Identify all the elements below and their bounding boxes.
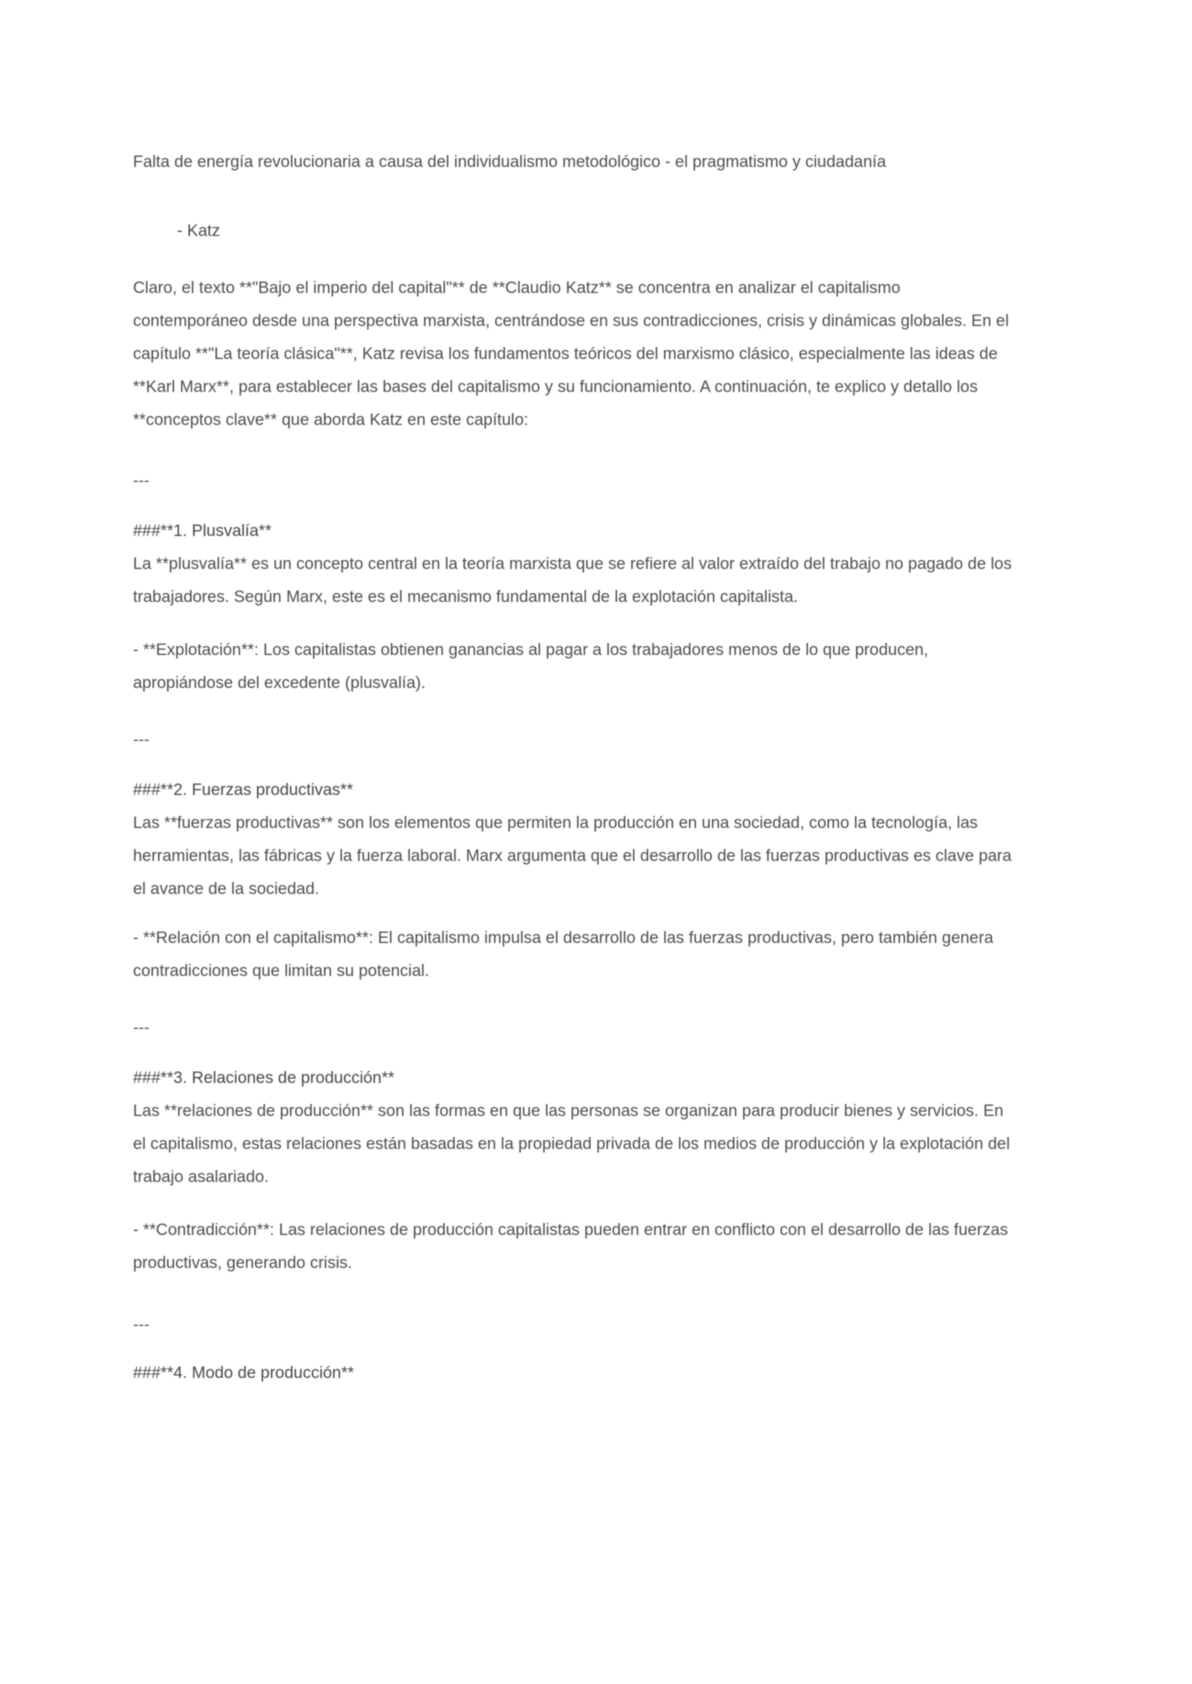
- markdown-separator-4: ---: [133, 1316, 150, 1334]
- doc-heading-fuerzas-productivas: ###**2. Fuerzas productivas**: [133, 781, 354, 799]
- doc-bullet-relacion-capitalismo: - **Relación con el capitalismo**: El capitalismo impulsa el desarrollo de las fuerzas productivas, pero también genera contradicciones que limitan su potencial.: [133, 929, 998, 980]
- doc-paragraph-plusvalia: La **plusvalía** es un concepto central en la teoría marxista que se refiere al valor extraído del trabajo no pagado de los trabajadores. Según Marx, este es el mecanismo fundamental de la explotación capitalista.: [133, 555, 1017, 606]
- markdown-separator-1: ---: [133, 472, 150, 490]
- doc-intro-paragraph: Falta de energía revolucionaria a causa del individualismo metodológico - el pragmatismo y ciudadanía: [133, 153, 887, 171]
- doc-paragraph-relaciones-produccion: Las **relaciones de producción** son las formas en que las personas se organizan para producir bienes y servicios. En el capitalismo, estas relaciones están basadas en la propiedad privada de los medios de producción y la explotación del trabajo asalariado.: [133, 1102, 1015, 1186]
- doc-paragraph-fuerzas-productivas: Las **fuerzas productivas** son los elementos que permiten la producción en una sociedad, como la tecnología, las herramientas, las fábricas y la fuerza laboral. Marx argumenta que el desarrollo de las fuerzas productivas es clave para el avance de la sociedad.: [133, 814, 1017, 898]
- doc-list-item-katz: - Katz: [177, 222, 221, 240]
- doc-heading-relaciones-produccion: ###**3. Relaciones de producción**: [133, 1069, 395, 1087]
- doc-main-paragraph: Claro, el texto **"Bajo el imperio del capital"** de **Claudio Katz** se concentra en analizar el capitalismo contemporáneo desde una perspectiva marxista, centrándose en sus contradicciones, crisis y dinámicas globales. En el capítulo **"La teoría clásica"**, Katz revisa los fundamentos teóricos del marxismo clásico, especialmente las ideas de **Karl Marx**, para establecer las bases del capitalismo y su funcionamiento. A continuación, te explico y detallo los **conceptos clave** que aborda Katz en este capítulo:: [133, 279, 1014, 429]
- doc-bullet-contradiccion: - **Contradicción**: Las relaciones de producción capitalistas pueden entrar en conflicto con el desarrollo de las fuerzas productivas, generando crisis.: [133, 1221, 1013, 1272]
- doc-heading-plusvalia: ###**1. Plusvalía**: [133, 522, 272, 540]
- markdown-separator-2: ---: [133, 731, 150, 749]
- doc-bullet-explotacion: - **Explotación**: Los capitalistas obtienen ganancias al pagar a los trabajadores menos de lo que producen, apropiándose del excedente (plusvalía).: [133, 641, 933, 692]
- doc-heading-modo-produccion: ###**4. Modo de producción**: [133, 1364, 355, 1382]
- markdown-separator-3: ---: [133, 1019, 150, 1037]
